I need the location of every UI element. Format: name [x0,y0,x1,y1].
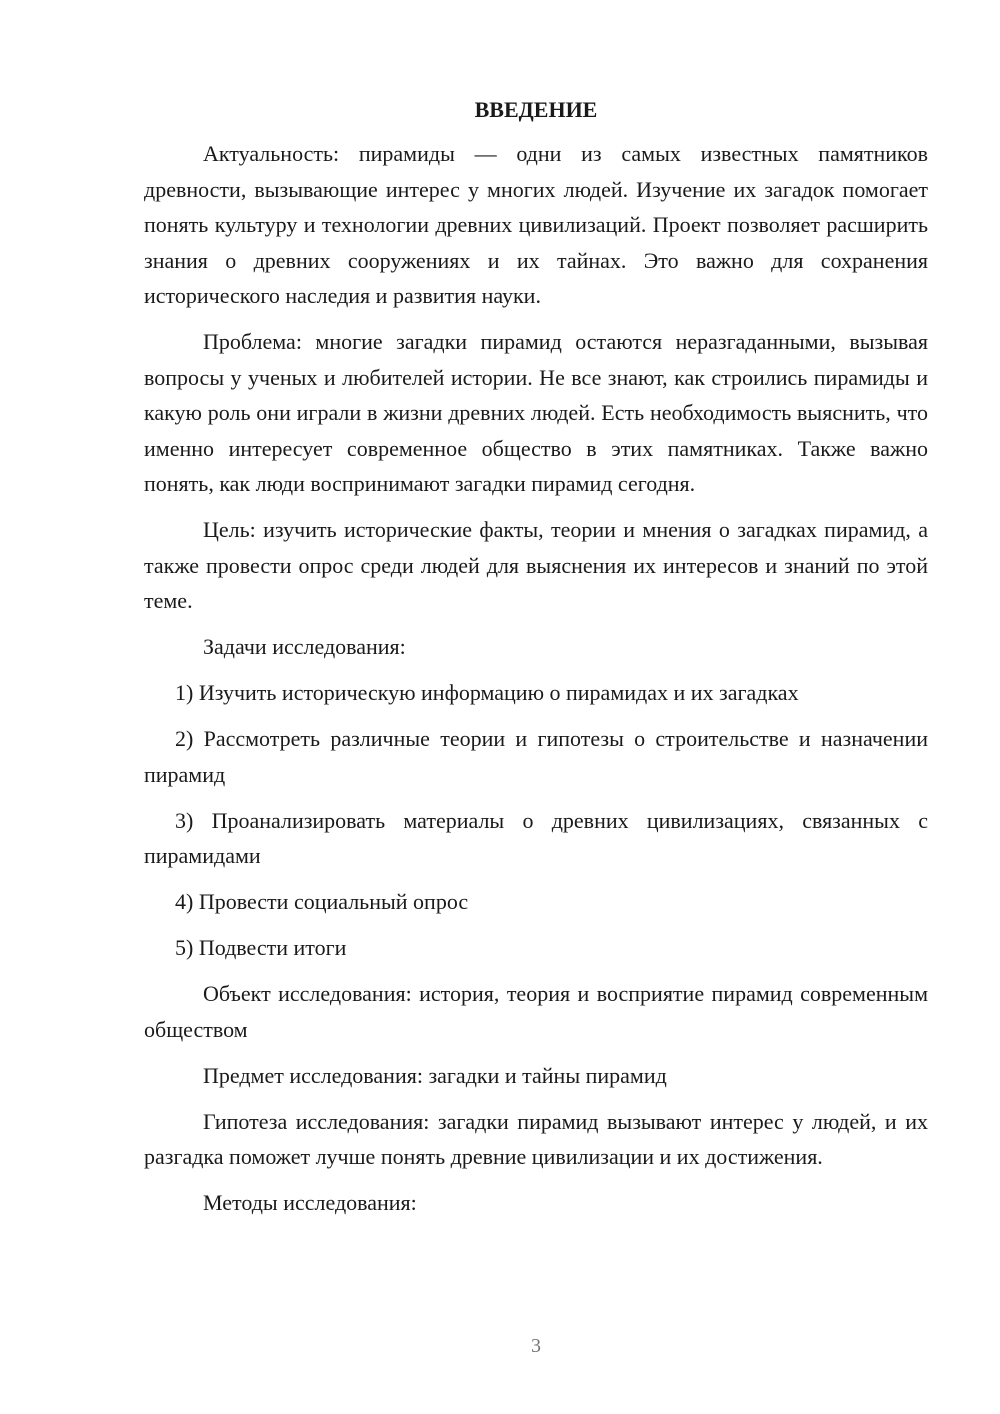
page-content [144,94,928,1231]
paragraph-problem: Проблема: многие загадки пирамид остаются неразгаданными, вызывая вопросы у ученых и любителей истории. Не все знают, как строились пирамиды и какую роль они играли в жизни древних людей. Есть необходимость выяснить, что именно интересует современное общество в этих памятниках. Также важно понять, как люди воспринимают загадки пирамид сегодня. [144,329,928,496]
page-number: 3 [531,1335,541,1357]
task-item-2: 2) Рассмотреть различные теории и гипотезы о строительстве и назначении пирамид [144,726,928,787]
paragraph-goal: Цель: изучить исторические факты, теории и мнения о загадках пирамид, а также провести опрос среди людей для выяснения их интересов и знаний по этой теме. [144,517,928,613]
paragraph-hypothesis: Гипотеза исследования: загадки пирамид вызывают интерес у людей, и их разгадка поможет лучше понять древние цивилизации и их достижения. [144,1108,928,1169]
paragraph-tasks-title: Задачи исследования: [203,634,406,659]
paragraph-object: Объект исследования: история, теория и восприятие пирамид современным обществом [144,981,928,1042]
task-item-3: 3) Проанализировать материалы о древних цивилизациях, связанных с пирамидами [144,807,928,868]
section-heading: ВВЕДЕНИЕ [474,97,598,122]
tasks-list [144,675,928,966]
paragraph-relevance: Актуальность: пирамиды — одни из самых известных памятников древности, вызывающие интерес у многих людей. Изучение их загадок помогает понять культуру и технологии древних цивилизаций. Проект позволяет расширить знания о древних сооружениях и их тайнах. Это важно для сохранения исторического наследия и развития науки. [144,141,928,308]
paragraph-subject: Предмет исследования: загадки и тайны пирамид [203,1062,667,1088]
task-item-1: 1) Изучить историческую информацию о пирамидах и их загадках [175,680,799,705]
paragraph-methods-title: Методы исследования: [203,1190,417,1215]
task-item-4: 4) Провести социальный опрос [175,889,469,914]
task-item-5: 5) Подвести итоги [175,935,347,960]
